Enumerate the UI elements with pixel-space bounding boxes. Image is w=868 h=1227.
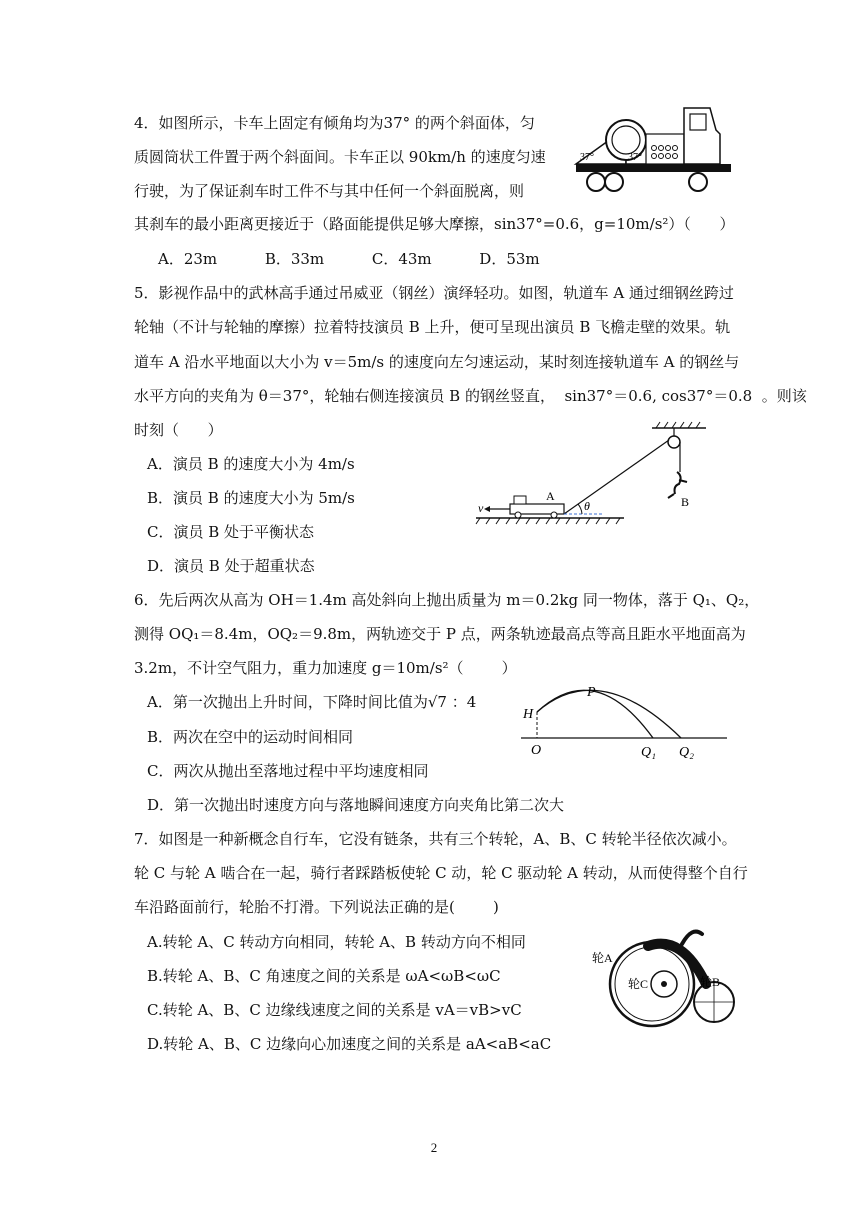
q4-truck-figure — [548, 100, 738, 195]
q7-line-2: 轮 C 与轮 A 啮合在一起，骑行者踩踏板使轮 C 动，轮 C 驱动轮 A 转动，从而使得整个自行 — [134, 864, 748, 882]
q7-option-c: C.转轮 A、B、C 边缘线速度之间的关系是 vA＝vB>vC — [147, 1001, 522, 1019]
q5-option-a: A．演员 B 的速度大小为 4m/s — [147, 455, 355, 473]
angle-left-label: 37° — [580, 152, 594, 163]
angle-right-label: 37° — [628, 152, 642, 163]
q4-line-4: 其刹车的最小距离更接近于（路面能提供足够大摩擦，sin37°=0.6，g=10m/s²）（ ） — [134, 215, 735, 233]
q4-line-3: 行驶，为了保证刹车时工件不与其中任何一个斜面脱离，则 — [134, 182, 525, 200]
q6-option-d: D．第一次抛出时速度方向与落地瞬间速度方向夹角比第二次大 — [147, 796, 565, 814]
label-v: v — [478, 501, 484, 515]
q6-line-3: 3.2m，不计空气阻力，重力加速度 g＝10m/s²（ ） — [134, 659, 517, 677]
q5-line-2: 轮轴（不计与轮轴的摩擦）拉着特技演员 B 上升，便可呈现出演员 B 飞檐走壁的效果。轨 — [134, 318, 731, 336]
q4-line-2: 质圆筒状工件置于两个斜面间。卡车正以 90km/h 的速度匀速 — [134, 148, 546, 166]
trajectory-2 — [537, 690, 681, 738]
truck-wheel — [689, 173, 707, 191]
label-h: H — [523, 707, 534, 722]
q4-options: A．23m B．33m C．43m D．53m — [158, 250, 540, 268]
q7-line-1: 7．如图是一种新概念自行车，它没有链条，共有三个转轮，A、B、C 转轮半径依次减小。 — [134, 830, 737, 848]
label-wheel-b: 轮B — [700, 975, 721, 989]
q5-option-c: C．演员 B 处于平衡状态 — [147, 523, 315, 541]
label-o: O — [531, 743, 542, 758]
q6-line-1: 6．先后两次从高为 OH＝1.4m 高处斜向上抛出质量为 m＝0.2kg 同一物体，落于 Q₁、Q₂， — [134, 591, 760, 609]
q6-line-2: 测得 OQ₁＝8.4m，OQ₂＝9.8m，两轨迹交于 P 点，两条轨迹最高点等高且距水平地面高为 — [134, 625, 746, 643]
steel-wire — [564, 440, 669, 514]
label-p: P — [587, 685, 596, 700]
label-theta: θ — [584, 499, 590, 513]
handlebar — [682, 932, 702, 944]
q7-line-3: 车沿路面前行，轮胎不打滑。下列说法正确的是( ) — [134, 898, 499, 916]
q7-option-b: B.转轮 A、B、C 角速度之间的关系是 ωA<ωB<ωC — [147, 967, 501, 985]
label-a: A — [546, 489, 555, 503]
q5-line-1: 5．影视作品中的武林高手通过吊威亚（钢丝）演绎轻功。如图，轨道车 A 通过细钢丝跨过 — [134, 284, 734, 302]
q7-option-a: A.转轮 A、C 转动方向相同，转轮 A、B 转动方向不相同 — [147, 933, 526, 951]
truck-wheel — [605, 173, 623, 191]
label-wheel-c: 轮C — [628, 977, 649, 991]
q5-line-4: 水平方向的夹角为 θ＝37°，轮轴右侧连接演员 B 的钢丝竖直， sin37°＝0.6, cos37°＝0.8 。则该 — [134, 387, 807, 405]
q6-option-b: B．两次在空中的运动时间相同 — [147, 728, 354, 746]
page-number: 2 — [430, 1140, 438, 1155]
label-q1: Q₁ — [641, 745, 656, 760]
q5-option-d: D．演员 B 处于超重状态 — [147, 557, 315, 575]
label-q2: Q₂ — [679, 745, 694, 760]
label-b: B — [681, 495, 690, 509]
label-wheel-a: 轮A — [592, 951, 613, 965]
q4-line-1: 4．如图所示，卡车上固定有倾角均为37° 的两个斜面体，匀 — [134, 114, 535, 132]
q5-option-b: B．演员 B 的速度大小为 5m/s — [147, 489, 355, 507]
truck-wheel — [587, 173, 605, 191]
q5-wire-figure — [474, 420, 714, 530]
q7-option-d: D.转轮 A、B、C 边缘向心加速度之间的关系是 aA<aB<aC — [147, 1035, 552, 1053]
q6-trajectory-figure — [515, 672, 735, 762]
q5-line-5: 时刻（ ） — [134, 421, 223, 439]
pulley-wheel — [668, 436, 680, 448]
q7-bicycle-figure — [590, 920, 750, 1030]
truck-bed — [576, 164, 731, 172]
q6-option-c: C．两次从抛出至落地过程中平均速度相同 — [147, 762, 429, 780]
q5-line-3: 道车 A 沿水平地面以大小为 v＝5m/s 的速度向左匀速运动，某时刻连接轨道车 A 的钢丝与 — [134, 353, 740, 371]
q6-option-a: A．第一次抛出上升时间，下降时间比值为√7 ：4 — [147, 693, 477, 711]
